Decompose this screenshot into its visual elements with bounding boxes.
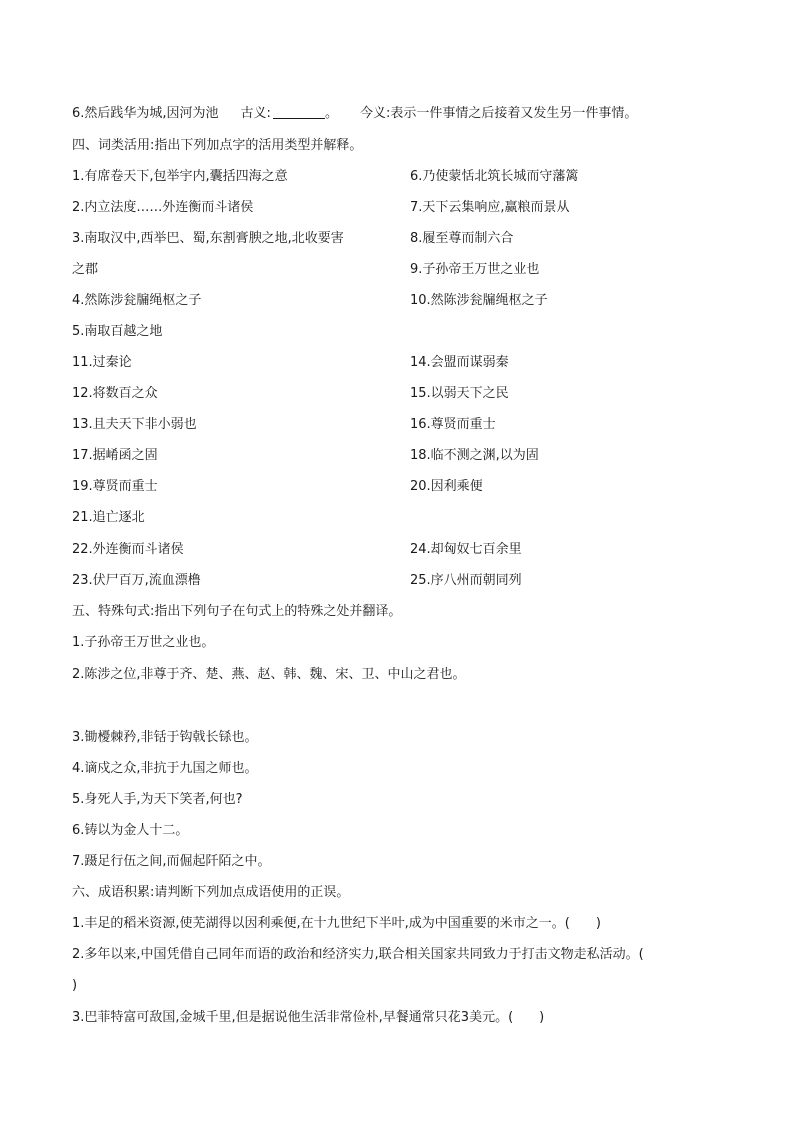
text-line: 8.履至尊而制六合 <box>410 231 514 246</box>
text-line: 五、特殊句式:指出下列句子在句式上的特殊之处并翻译。 <box>72 604 402 619</box>
text-line: 16.尊贤而重士 <box>410 417 496 432</box>
text-line: 之郡 <box>72 262 99 277</box>
text-line: 22.外连衡而斗诸侯 <box>72 542 184 557</box>
gu-tail: 。 <box>324 106 338 121</box>
text-line: 5.南取百越之地 <box>72 324 163 339</box>
text-line: 18.临不测之渊,以为固 <box>410 448 539 463</box>
text-line: 2.内立法度……外连衡而斗诸侯 <box>72 200 254 215</box>
gu-label: 古义: <box>240 106 271 121</box>
text-line: 2.陈涉之位,非尊于齐、楚、燕、赵、韩、魏、宋、卫、中山之君也。 <box>72 667 466 682</box>
text-line: ) <box>72 978 78 993</box>
text-line: 21.追亡逐北 <box>72 510 145 525</box>
text-line: 25.序八州而朝同列 <box>410 573 522 588</box>
text-line: 5.身死人手,为天下笑者,何也? <box>72 792 243 807</box>
text-line: 4.然陈涉瓮牖绳枢之子 <box>72 293 202 308</box>
text-line: 9.子孙帝王万世之业也 <box>410 262 540 277</box>
text-line: 7.天下云集响应,赢粮而景从 <box>410 200 570 215</box>
text-line: 15.以弱天下之民 <box>410 386 509 401</box>
text-line: 14.会盟而谋弱秦 <box>410 355 509 370</box>
text-line: 1.有席卷天下,包举宇内,囊括四海之意 <box>72 169 288 184</box>
text-line: 6.乃使蒙恬北筑长城而守藩篱 <box>410 169 579 184</box>
text-line: 4.谪戍之众,非抗于九国之师也。 <box>72 761 258 776</box>
text-line: 六、成语积累:请判断下列加点成语使用的正误。 <box>72 885 350 900</box>
text-line: 3.南取汉中,西举巴、蜀,东割膏腴之地,北收要害 <box>72 231 344 246</box>
text-line: 19.尊贤而重士 <box>72 479 158 494</box>
text-line: 四、词类活用:指出下列加点字的活用类型并解释。 <box>72 138 363 153</box>
text-line: 13.且夫天下非小弱也 <box>72 417 197 432</box>
text-line: 1.丰足的稻米资源,使芜湖得以因利乘便,在十九世纪下半叶,成为中国重要的米市之一。( ) <box>72 916 601 931</box>
text-line: 24.却匈奴七百余里 <box>410 542 522 557</box>
text-line: 23.伏尸百万,流血漂橹 <box>72 573 201 588</box>
text-line: 6.铸以为金人十二。 <box>72 823 189 838</box>
answer-blank[interactable] <box>273 104 325 119</box>
jin-text: 今义:表示一件事情之后接着又发生另一件事情。 <box>359 106 638 121</box>
text-line: 17.据崤函之固 <box>72 448 158 463</box>
text-line: 2.多年以来,中国凭借自己同年而语的政治和经济实力,联合相关国家共同致力于打击文物走私活动。( <box>72 947 644 962</box>
text-line: 10.然陈涉瓮牖绳枢之子 <box>410 293 548 308</box>
text-line: 7.蹑足行伍之间,而倔起阡陌之中。 <box>72 854 271 869</box>
text-line: 1.子孙帝王万世之业也。 <box>72 635 215 650</box>
text-line: 12.将数百之众 <box>72 386 158 401</box>
text-line: 20.因利乘便 <box>410 479 483 494</box>
text-line: 3.巴菲特富可敌国,金城千里,但是据说他生活非常俭朴,早餐通常只花3美元。( ) <box>72 1010 545 1025</box>
sentence-text: 6.然后践华为城,因河为池 <box>72 106 219 121</box>
text-line: 3.锄櫌棘矜,非铦于钩戟长铩也。 <box>72 730 258 745</box>
text-line: 11.过秦论 <box>72 355 132 370</box>
line-6-jianhua <box>72 104 637 124</box>
